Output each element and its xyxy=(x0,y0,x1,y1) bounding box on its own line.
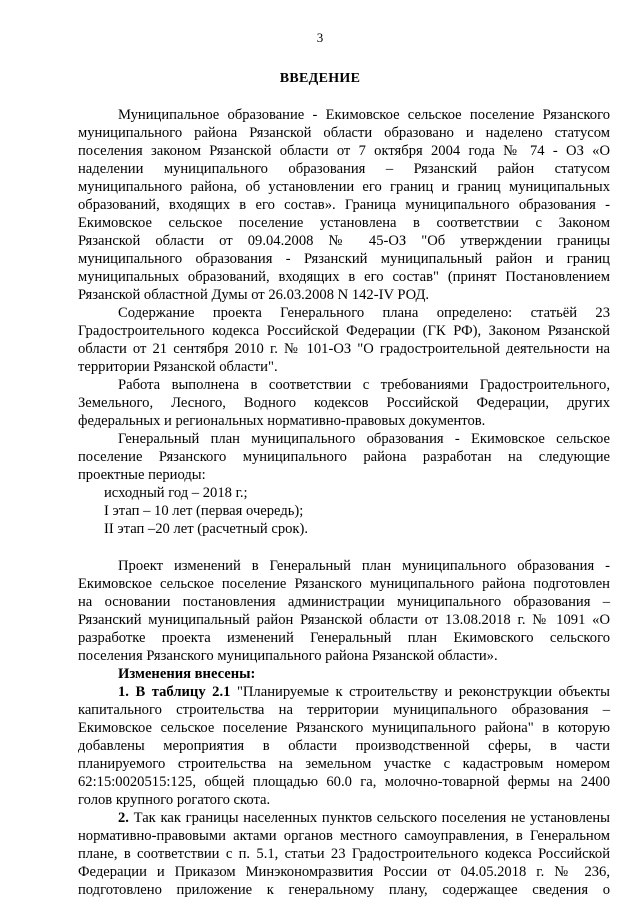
text-fragment: "Планируемые к строительству и реконструкции объекты xyxy=(236,684,610,700)
text-line xyxy=(118,683,610,701)
text-line: Федерации и Приказом Минэкономразвития России от 04.05.2018 г. № 236, xyxy=(78,864,610,880)
text-line: Екимовское сельское поселение Рязанского муниципального района" в которую xyxy=(78,720,610,736)
text-line: 62:15:0020515:125, общей площадью 60.0 га, молочно-товарной фермы на 2400 xyxy=(78,774,610,790)
text-line: поселения Рязанского муниципального района Рязанской области». xyxy=(78,648,498,664)
text-line: добавлены мероприятия в области производственной сферы, в части xyxy=(78,738,610,754)
text-line: голов крупного рогатого скота. xyxy=(78,792,271,808)
text-line: поселения законом Рязанской области от 7 октября 2004 года № 74 - ОЗ «О xyxy=(78,143,610,159)
item-number: 1. В таблицу 2.1 xyxy=(118,684,231,700)
text-line: Содержание проекта Генерального плана определено: статьёй 23 xyxy=(118,305,610,321)
text-line: области от 21 сентября 2010 г. № 101-ОЗ "О градостроительной деятельности на xyxy=(78,341,610,357)
text-line: планируемого строительства на земельном участке с кадастровым номером xyxy=(78,756,610,772)
text-line: муниципального района Рязанской области образовано и наделено статусом xyxy=(78,125,610,141)
text-line: Рязанский муниципальный район Рязанской области от 13.08.2018 г. № 1091 «О xyxy=(78,612,610,628)
text-line: подготовлено приложение к генеральному плану, содержащее сведения о xyxy=(78,882,610,898)
text-line: Муниципальное образование - Екимовское сельское поселение Рязанского xyxy=(118,107,610,123)
page-title: ВВЕДЕНИЕ xyxy=(279,71,361,86)
list-item: II этап –20 лет (расчетный срок). xyxy=(104,521,309,537)
text-line: Градостроительного кодекса Российской Федерации (ГК РФ), Законом Рязанской xyxy=(78,323,610,339)
text-line: муниципальных образований, входящих в его состав" (принят Постановлением xyxy=(78,269,610,285)
text-line: нормативно-правовыми актами органов местного самоуправления, в Генеральном xyxy=(78,828,610,844)
text-line: проектные периоды: xyxy=(78,467,206,483)
item-number: 2. xyxy=(118,810,129,826)
text-line: Рязанской областной Думы от 26.03.2008 N 142-IV РОД. xyxy=(78,287,430,303)
text-line: муниципального образования - Рязанский муниципальный район и границ xyxy=(78,251,610,267)
list-item: исходный год – 2018 г.; xyxy=(104,485,248,501)
section-heading: Изменения внесены: xyxy=(118,666,256,682)
text-line: Земельного, Лесного, Водного кодексов Российской Федерации, других xyxy=(78,395,610,411)
text-fragment: Так как границы населенных пунктов сельского поселения не установлены xyxy=(133,810,610,826)
text-line: капитального строительства на территории муниципального образования – xyxy=(78,702,610,718)
text-line: муниципального района, об установлении его границ и границ муниципальных xyxy=(78,179,610,195)
text-line: разработке проекта изменений Генеральный план Екимовского сельского xyxy=(78,630,610,646)
text-line: поселение Рязанского муниципального района разработан на следующие xyxy=(78,449,610,465)
text-line xyxy=(118,809,610,827)
text-line: Проект изменений в Генеральный план муниципального образования - xyxy=(118,558,610,574)
text-line: Рязанской области от 09.04.2008 № 45-ОЗ "Об утверждении границы xyxy=(78,233,610,249)
text-line: Екимовское сельское поселение установлена в соответствии с Законом xyxy=(78,215,610,231)
text-line: Екимовское сельское поселение Рязанского муниципального района подготовлен xyxy=(78,576,610,592)
list-item: I этап – 10 лет (первая очередь); xyxy=(104,503,304,519)
text-line: Работа выполнена в соответствии с требованиями Градостроительного, xyxy=(118,377,610,393)
text-line: Генеральный план муниципального образования - Екимовское сельское xyxy=(118,431,610,447)
text-line: на основании постановления администрации муниципального образования – xyxy=(78,594,610,610)
text-line: наделении муниципального образования – Рязанский район статусом xyxy=(78,161,610,177)
text-line: территории Рязанской области". xyxy=(78,359,278,375)
page-number: 3 xyxy=(316,30,324,45)
text-line: плане, в соответствии с п. 5.1, статьи 23 Градостроительного кодекса Российской xyxy=(78,846,610,862)
text-line: федеральных и региональных нормативно-правовых документов. xyxy=(78,413,486,429)
text-line: образований, входящих в его состав». Граница муниципального образования - xyxy=(78,197,610,213)
